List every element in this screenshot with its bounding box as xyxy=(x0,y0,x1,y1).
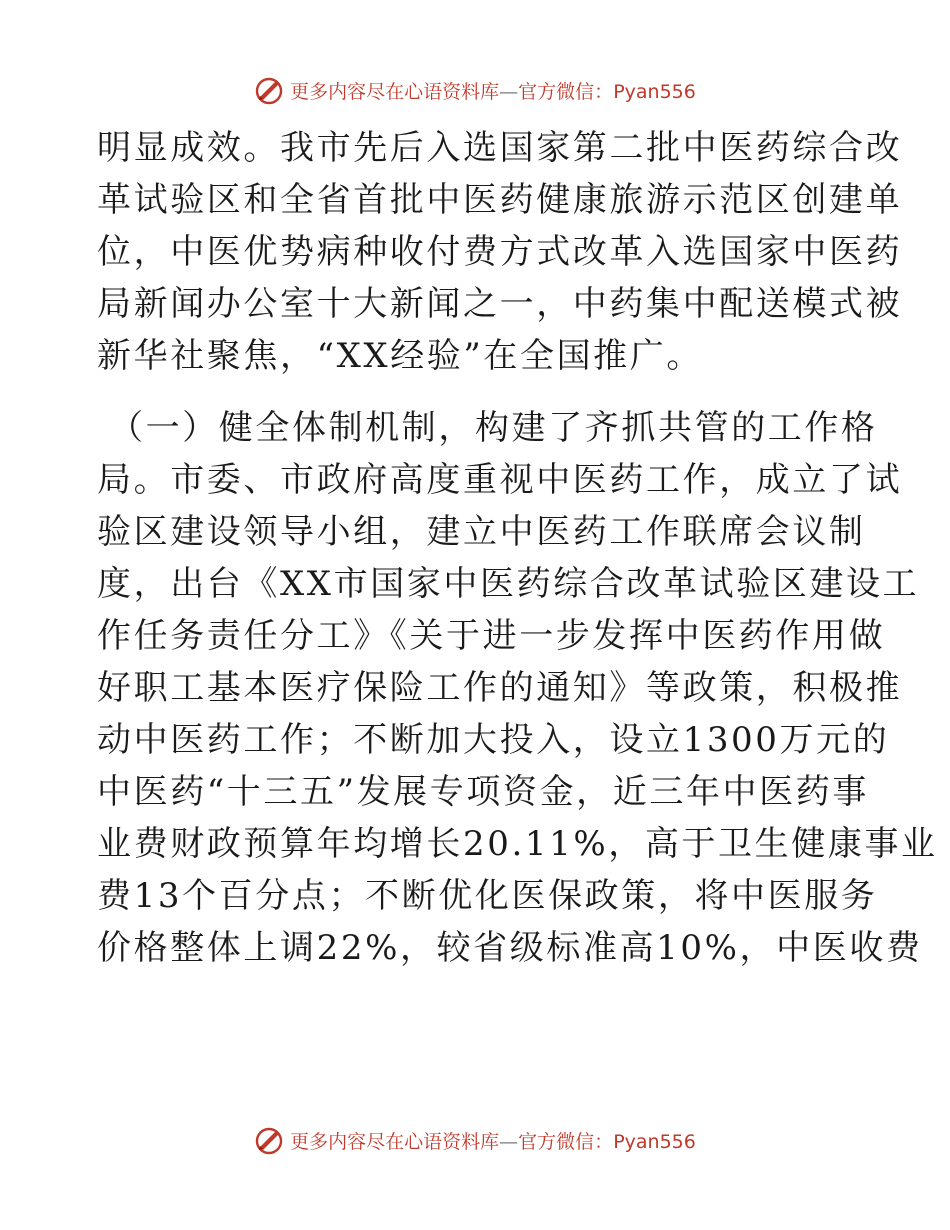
paragraph-2 xyxy=(97,402,938,974)
paragraph-line: 革试验区和全省首批中医药健康旅游示范区创建单 xyxy=(97,180,903,220)
paragraph-line: 中医药“十三五”发展专项资金，近三年中医药事 xyxy=(97,772,869,812)
paragraph-line: 费13个百分点；不断优化医保政策，将中医服务 xyxy=(97,876,878,916)
footer-watermark xyxy=(0,1120,950,1160)
watermark-dash: — xyxy=(499,1130,519,1153)
watermark-wechat-label: 官方微信： xyxy=(518,1130,614,1153)
paragraph-line: 局。市委、市政府高度重视中医药工作，成立了试 xyxy=(97,460,903,500)
paragraph-line: 验区建设领导小组，建立中医药工作联席会议制 xyxy=(97,512,866,552)
paragraph-line: 位，中医优势病种收付费方式改革入选国家中医药 xyxy=(97,232,903,272)
paragraph-line: 明显成效。我市先后入选国家第二批中医药综合改 xyxy=(97,128,903,168)
paragraph-line: 新华社聚焦，“XX经验”在全国推广。 xyxy=(97,336,703,376)
watermark-wechat-id: Pyan556 xyxy=(613,1130,696,1153)
watermark-text xyxy=(290,1127,696,1154)
paragraph-line: 作任务责任分工》《关于进一步发挥中医药作用做 xyxy=(97,616,886,656)
watermark-wechat-id: Pyan556 xyxy=(613,80,696,103)
watermark-dash: — xyxy=(499,80,519,103)
document-body xyxy=(97,122,938,974)
paragraph-line: 业费财政预算年均增长20.11%，高于卫生健康事业 xyxy=(97,824,938,864)
brush-quill-logo-icon xyxy=(254,1125,284,1155)
brush-quill-logo-icon xyxy=(254,75,284,105)
watermark-wechat-label: 官方微信： xyxy=(518,80,614,103)
section-heading-line: （一）健全体制机制，构建了齐抓共管的工作格 xyxy=(109,408,878,448)
paragraph-line: 度，出台《XX市国家中医药综合改革试验区建设工 xyxy=(97,564,920,604)
paragraph-1 xyxy=(97,122,903,382)
header-watermark xyxy=(0,70,950,110)
paragraph-line: 局新闻办公室十大新闻之一，中药集中配送模式被 xyxy=(97,284,903,324)
watermark-main-text: 更多内容尽在心语资料库 xyxy=(290,80,500,103)
watermark-text xyxy=(290,77,696,104)
watermark-main-text: 更多内容尽在心语资料库 xyxy=(290,1130,500,1153)
paragraph-line: 价格整体上调22%，较省级标准高10%，中医收费 xyxy=(97,928,923,968)
paragraph-line: 好职工基本医疗保险工作的通知》等政策，积极推 xyxy=(97,668,903,708)
paragraph-line: 动中医药工作；不断加大投入，设立1300万元的 xyxy=(97,720,890,760)
